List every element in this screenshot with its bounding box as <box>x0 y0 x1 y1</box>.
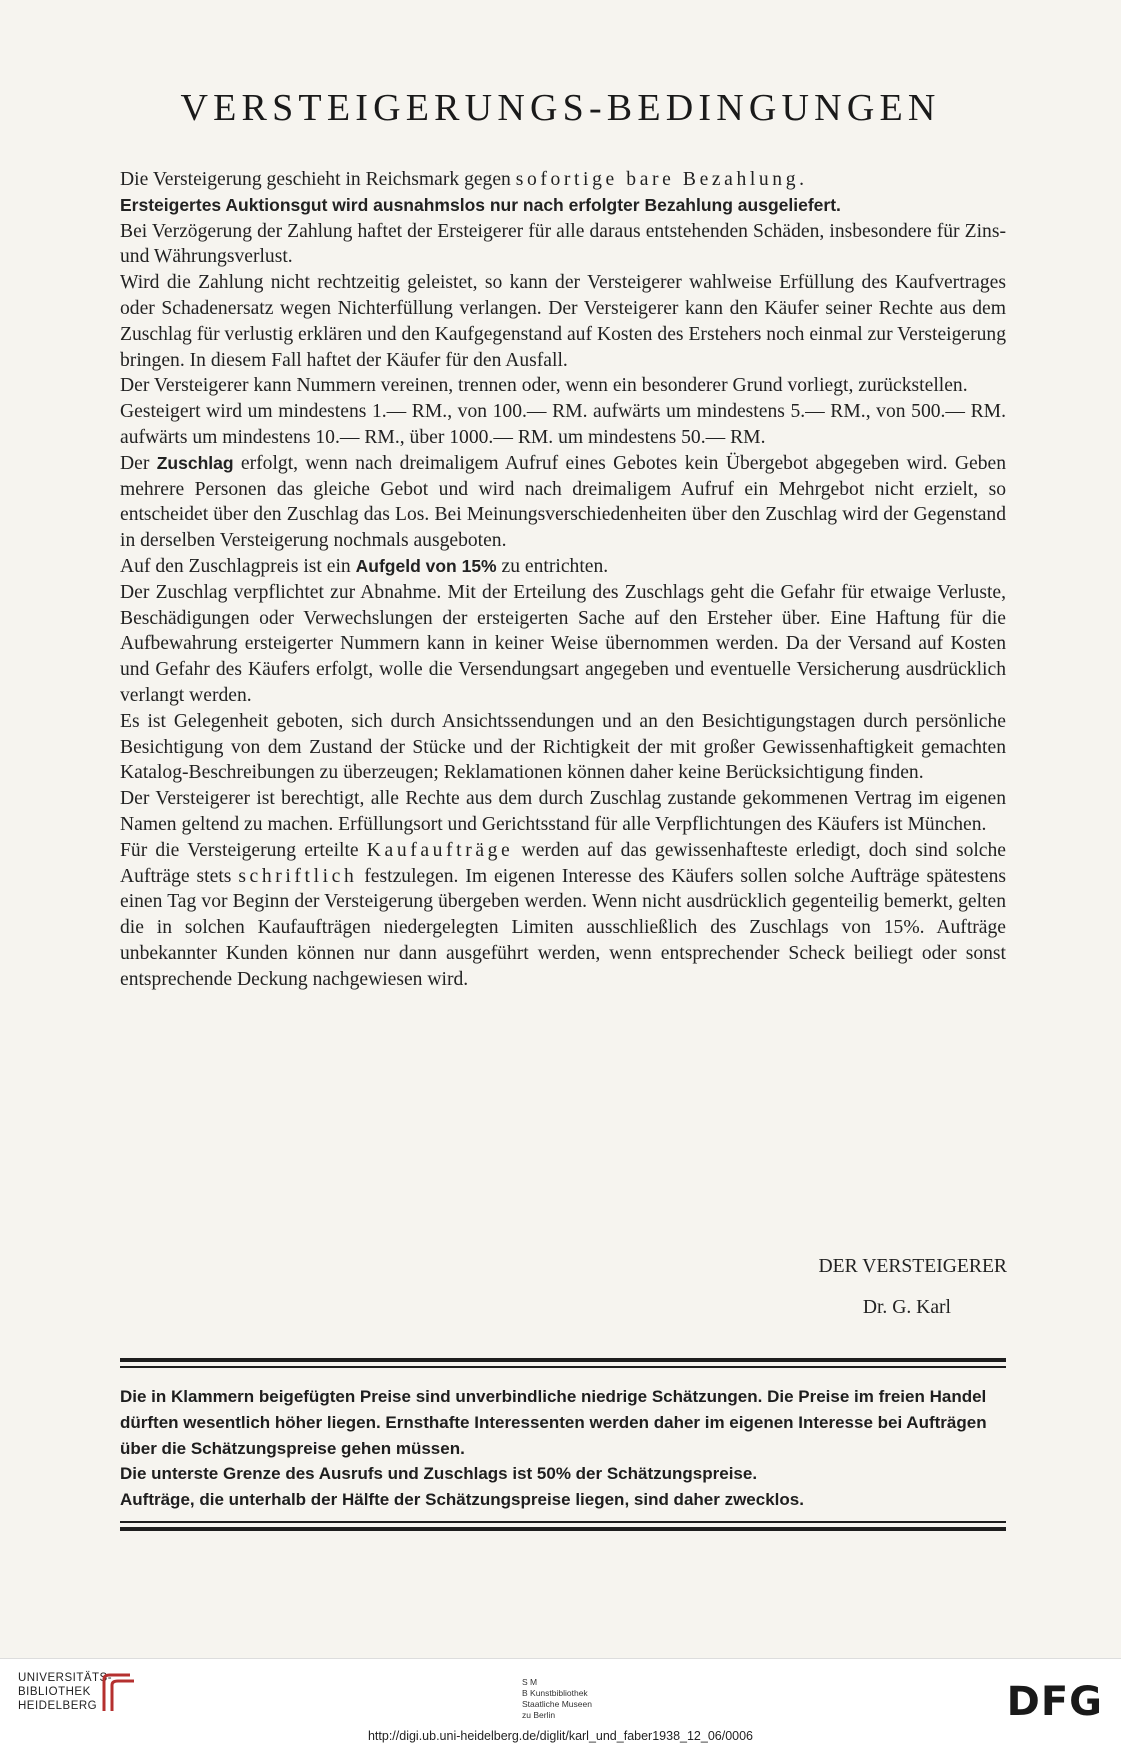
paragraph: Bei Verzögerung der Zahlung haftet der Ersteigerer für alle daraus entstehenden Schäden, insbesondere für Zins- und Währungsverlust. <box>120 220 1006 268</box>
paragraph: Der Versteigerer kann Nummern vereinen, trennen oder, wenn ein besonderer Grund vorliegt, zurückstellen. <box>120 375 968 397</box>
dfg-logo: DFG <box>1006 1679 1103 1725</box>
text-run: werden auf das gewissenhafteste erledigt, doch sind solche Aufträge stets <box>120 839 1006 887</box>
price-notice <box>120 1384 1006 1513</box>
paragraph: Gesteigert wird um mindestens 1.— RM., von 100.— RM. aufwärts um mindestens 5.— RM., von 500.— RM. aufwärts um mindestens 10.— RM., über 1000.— RM. um mindestens 50.— RM. <box>120 401 1006 448</box>
text-run: Für die Versteigerung erteilte <box>120 839 367 861</box>
emphasized-text: schriftlich <box>238 865 358 887</box>
signature-name: Dr. G. Karl <box>862 1297 951 1318</box>
text-run: Die Versteigerung geschieht in Reichsmark gegen <box>120 169 516 190</box>
emphasized-text: sofortige bare Bezahlung. <box>515 169 808 190</box>
paragraph <box>120 451 1006 554</box>
notice-line: Aufträge, die unterhalb der Hälfte der Schätzungspreise liegen, sind daher zwecklos. <box>120 1490 804 1510</box>
divider-rule <box>120 1358 1006 1362</box>
stamp-text: S M <box>522 1677 538 1687</box>
paragraph <box>120 838 1006 993</box>
paragraph <box>120 193 1006 219</box>
logo-text: UNIVERSITÄTS- <box>18 1672 113 1684</box>
divider-rule <box>120 1527 1006 1531</box>
text-run: Der <box>120 452 157 474</box>
stamp-text: Staatliche Museen <box>522 1699 592 1709</box>
notice-line: Die in Klammern beigefügten Preise sind unverbindliche niedrige Schätzungen. Die Preise im freien Handel dürften wesentlich höher liegen. Ernsthafte Interessenten werden daher im eigenen Interesse bei Aufträgen über die Schätzungspreise gehen müssen. <box>120 1387 987 1458</box>
signature-role: DER VERSTEIGERER <box>818 1256 1007 1277</box>
paragraph <box>120 554 1006 580</box>
stamp-text: B Kunstbibliothek <box>522 1688 588 1698</box>
divider-rule <box>120 1521 1006 1523</box>
notice-line: Die unterste Grenze des Ausrufs und Zuschlags ist 50% der Schätzungspreise. <box>120 1464 758 1484</box>
text-run: festzulegen. Im eigenen Interesse des Käufers sollen solche Aufträge spätestens einen Tag vor Beginn der Versteigerung übergeben werden. Wenn nicht ausdrücklich gegenteilig bemerkt, gelten die in solchen Kaufaufträgen niedergelegten Limiten ausschließlich des Zuschlags von 15%. Aufträge unbekannter Kunden können nur dann ausgeführt werden, wenn entsprechender Scheck beiliegt oder sonst entsprechende Deckung nachgewiesen wird. <box>120 865 1006 990</box>
university-library-logo <box>18 1671 112 1713</box>
bold-text: Zuschlag <box>156 452 234 473</box>
text-run: zu entrichten. <box>496 555 609 577</box>
paragraph: Der Zuschlag verpflichtet zur Abnahme. Mit der Erteilung des Zuschlags geht die Gefahr für etwaige Verluste, Beschädigungen oder Verwechslungen der ersteigerten Sache auf den Ersteher über. Eine Haftung für die Aufbewahrung ersteigerter Nummern kann in keiner Weise übernommen werden. Da der Versand auf Kosten und Gefahr des Käufers erfolgt, wolle die Versendungsart angegeben und eventuelle Versicherung ausdrücklich verlangt werden. <box>120 581 1006 706</box>
digitization-footer <box>0 1658 1121 1749</box>
bold-text: Ersteigertes Auktionsgut wird ausnahmslos nur nach erfolgter Bezahlung ausgeliefert. <box>120 194 841 215</box>
paragraph: Es ist Gelegenheit geboten, sich durch Ansichtssendungen und an den Besichtigungstagen durch persönliche Besichtigung von dem Zustand der Stücke und der Richtigkeit der mit großer Gewissenhaftigkeit gemachten Katalog-Beschreibungen zu überzeugen; Reklamationen können daher keine Berücksichtigung finden. <box>120 710 1006 784</box>
paragraph: Wird die Zahlung nicht rechtzeitig geleistet, so kann der Versteigerer wahlweise Erfüllung des Kaufvertrages oder Schadenersatz wegen Nichterfüllung verlangen. Der Versteigerer kann den Käufer seiner Rechte aus dem Zuschlag für verlustig erklären und den Kaufgegenstand auf Kosten des Erstehers noch einmal zur Versteigerung bringen. In diesem Fall haftet der Käufer für den Ausfall. <box>120 272 1006 371</box>
text-run: erfolgt, wenn nach dreimaligem Aufruf eines Gebotes kein Übergebot abgegeben wird. Geben mehrere Personen das gleiche Gebot und wird nach dreimaligem Aufruf ein Mehrgebot nicht erzielt, so entscheidet über den Zuschlag das Los. Bei Meinungsverschiedenheiten über den Zuschlag wird der Gegenstand in derselben Versteigerung nochmals ausgeboten. <box>120 452 1006 552</box>
bold-text: Aufgeld von 15% <box>355 555 497 576</box>
conditions-text <box>120 167 1006 993</box>
paragraph: Der Versteigerer ist berechtigt, alle Rechte aus dem durch Zuschlag zustande gekommenen Vertrag im eigenen Namen geltend zu machen. Erfüllungsort und Gerichtsstand für alle Verpflichtungen des Käufers ist München. <box>120 788 1006 835</box>
text-run: Auf den Zuschlagpreis ist ein <box>120 555 356 577</box>
paragraph <box>120 167 1006 193</box>
logo-text: BIBLIOTHEK <box>18 1686 91 1698</box>
logo-text: HEIDELBERG <box>18 1700 98 1712</box>
source-url[interactable]: http://digi.ub.uni-heidelberg.de/diglit/karl_und_faber1938_12_06/0006 <box>367 1729 754 1743</box>
library-emblem-icon <box>100 1671 138 1715</box>
stamp-text: zu Berlin <box>522 1710 556 1720</box>
emphasized-text: Kaufaufträge <box>366 839 514 861</box>
divider-rule <box>120 1366 1006 1368</box>
museum-stamp <box>522 1677 592 1721</box>
page-title: VERSTEIGERUNGS-BEDINGUNGEN <box>180 87 941 129</box>
